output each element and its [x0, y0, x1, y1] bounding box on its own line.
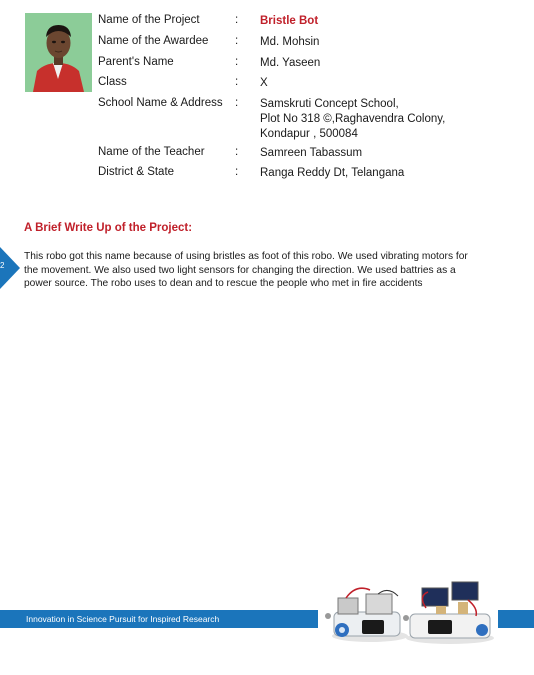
class-value: X — [260, 77, 268, 89]
teacher-value: Samreen Tabassum — [260, 147, 363, 159]
field-colon: : — [235, 56, 239, 68]
school-address-line: Plot No 318 ©,Raghavendra Colony, — [260, 113, 446, 125]
field-colon: : — [235, 166, 239, 178]
school-address-value — [260, 97, 445, 142]
field-label: School Name & Address — [98, 97, 223, 109]
awardee-value: Md. Mohsin — [260, 36, 320, 48]
awardee-photo — [25, 13, 92, 92]
field-label: Name of the Awardee — [98, 35, 209, 47]
writeup-heading: A Brief Write Up of the Project: — [24, 222, 193, 234]
field-label: Name of the Teacher — [98, 146, 205, 158]
field-label: Class — [98, 76, 127, 88]
writeup-line: power source. The robo uses to dean and to rescue the people who met in fire accidents — [24, 278, 423, 289]
field-colon: : — [235, 35, 239, 47]
school-address-line: Samskruti Concept School, — [260, 98, 399, 110]
school-address-line: Kondapur , 500084 — [260, 128, 358, 140]
field-label: Parent's Name — [98, 56, 174, 68]
page-number: 2 — [0, 261, 5, 270]
field-colon: : — [235, 76, 239, 88]
field-label: District & State — [98, 166, 175, 178]
parent-value: Md. Yaseen — [260, 57, 321, 69]
field-colon: : — [235, 146, 239, 158]
writeup-line: This robo got this name because of using bristles as foot of this robo. We used vibrating motors for — [24, 251, 468, 262]
field-colon: : — [235, 14, 239, 26]
field-colon: : — [235, 97, 239, 109]
bristle-bot-photo — [318, 578, 498, 646]
field-label: Name of the Project — [98, 14, 200, 26]
writeup-body — [24, 250, 504, 291]
district-value: Ranga Reddy Dt, Telangana — [260, 167, 405, 179]
project-name-value: Bristle Bot — [260, 15, 319, 27]
footer-tagline: Innovation in Science Pursuit for Inspired Research — [26, 614, 220, 624]
writeup-line: the movement. We also used two light sensors for changing the direction. We used battries as a — [24, 264, 456, 276]
